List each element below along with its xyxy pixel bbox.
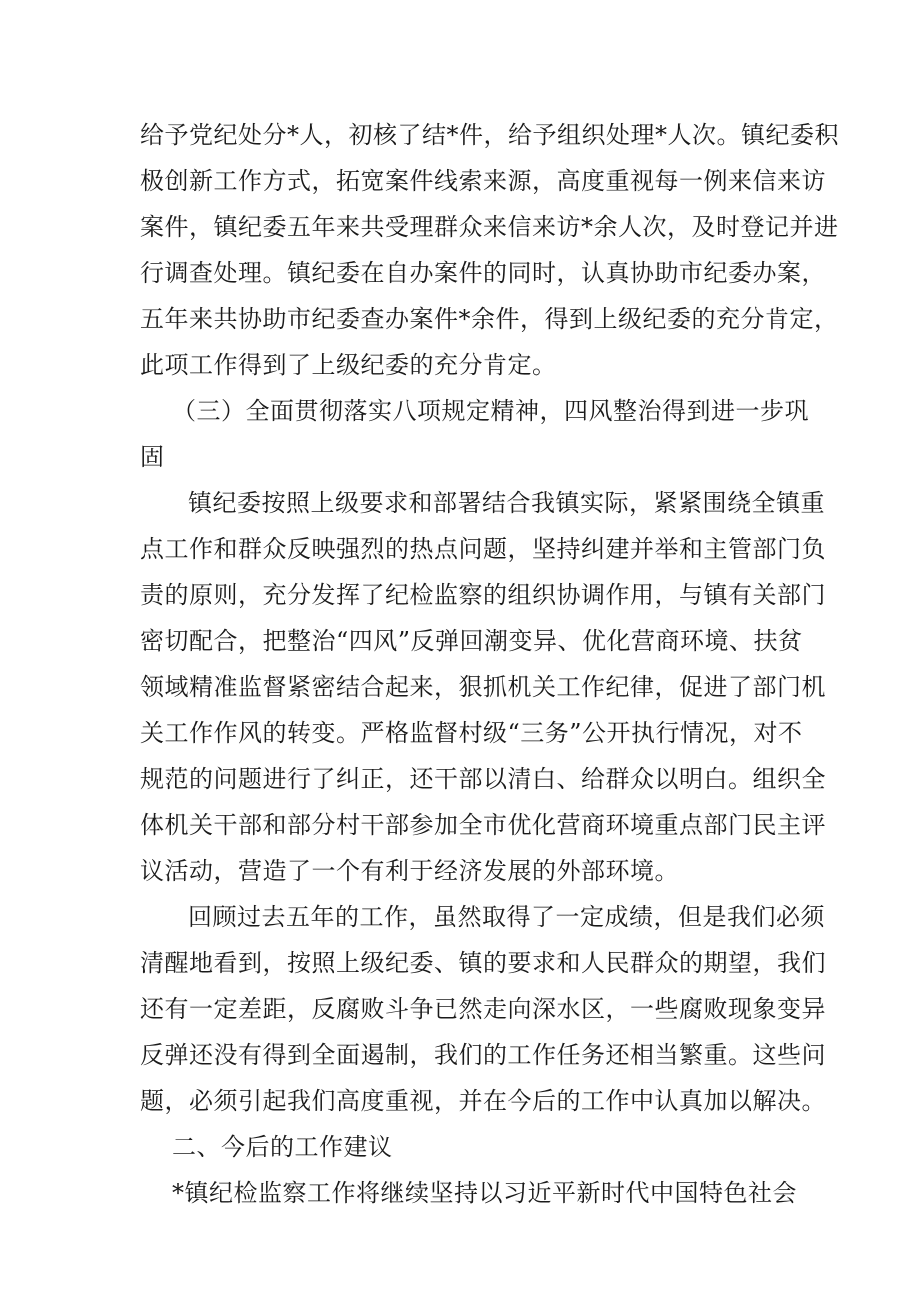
paragraph-start: *镇纪检监察工作将继续坚持以习近平新时代中国特色社会 — [172, 1179, 797, 1207]
text-line: 关工作作风的转变。严格监督村级“三务”公开执行情况，对不 — [140, 719, 803, 747]
paragraph-start: 回顾过去五年的工作，虽然取得了一定成绩，但是我们必须 — [188, 903, 825, 931]
text-line: 密切配合，把整治“四风”反弹回潮变异、优化营商环境、扶贫 — [140, 627, 803, 655]
text-line: 反弹还没有得到全面遏制，我们的工作任务还相当繁重。这些问 — [140, 1041, 826, 1069]
text-line: 体机关干部和部分村干部参加全市优化营商环境重点部门民主评 — [140, 811, 826, 839]
text-line: 规范的问题进行了纠正，还干部以清白、给群众以明白。组织全 — [140, 765, 826, 793]
text-line: 此项工作得到了上级纪委的充分肯定。 — [140, 351, 557, 379]
text-line: 领域精准监督紧密结合起来，狠抓机关工作纪律，促进了部门机 — [140, 673, 826, 701]
text-line: 五年来共协助市纪委查办案件*余件，得到上级纪委的充分肯定， — [140, 305, 839, 333]
text-line: 行调查处理。镇纪委在自办案件的同时，认真协助市纪委办案， — [140, 259, 826, 287]
text-line: 给予党纪处分*人，初核了结*件，给予组织处理*人次。镇纪委积 — [140, 121, 839, 149]
text-line: 点工作和群众反映强烈的热点问题，坚持纠建并举和主管部门负 — [140, 535, 826, 563]
paragraph-start: 镇纪委按照上级要求和部署结合我镇实际，紧紧围绕全镇重 — [188, 489, 825, 517]
text-line: 清醒地看到，按照上级纪委、镇的要求和人民群众的期望，我们 — [140, 949, 826, 977]
text-line: 案件，镇纪委五年来共受理群众来信来访*余人次，及时登记并进 — [140, 213, 839, 241]
text-line: 还有一定差距，反腐败斗争已然走向深水区，一些腐败现象变异 — [140, 995, 826, 1023]
text-line: 极创新工作方式，拓宽案件线索来源，高度重视每一例来信来访 — [140, 167, 826, 195]
section-heading-cont: 固 — [140, 443, 165, 471]
text-line: 题，必须引起我们高度重视，并在今后的工作中认真加以解决。 — [140, 1087, 826, 1115]
text-line: 议活动，营造了一个有利于经济发展的外部环境。 — [140, 857, 679, 885]
section-heading: 二、今后的工作建议 — [172, 1133, 393, 1161]
text-line: 责的原则，充分发挥了纪检监察的组织协调作用，与镇有关部门 — [140, 581, 826, 609]
section-heading: （三）全面贯彻落实八项规定精神，四风整治得到进一步巩 — [172, 397, 809, 425]
